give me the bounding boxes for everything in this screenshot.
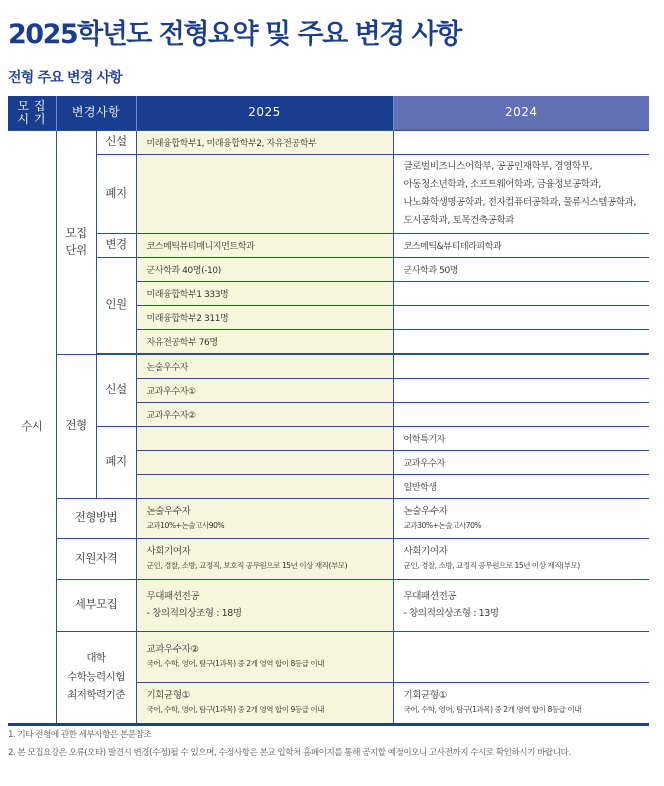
cell-2025: 자유전공학부 76명 <box>136 329 393 353</box>
table-row <box>8 233 649 257</box>
cell-2025: 논술우수자 <box>136 354 393 378</box>
header-change: 변경사항 <box>56 96 136 130</box>
cell-2024 <box>393 130 649 154</box>
header-2025: 2025 <box>136 96 393 130</box>
group-unit: 모집 단위 <box>56 130 96 354</box>
cell-2024: 글로벌비즈니스어학부, 공공인재학부, 경영학부, 아동청소년학과, 소프트웨어학과, 금융정보공학과, 나노화학생명공학과, 전자컴퓨터공학과, 물류시스템공학과, 도시공학과, 토목건축공학과 <box>393 154 649 233</box>
header-2024: 2024 <box>393 96 649 130</box>
label-unit-change: 변경 <box>96 233 136 257</box>
cell-2024: 코스메틱&뷰티테라피학과 <box>393 233 649 257</box>
cell-2024: 일반학생 <box>393 474 649 498</box>
label-eligibility: 지원자격 <box>56 538 136 579</box>
period-cell: 수시 <box>8 130 56 724</box>
cell-2024: 논술우수자 교과30%+논술고사70% <box>393 498 649 538</box>
cell-2024: 무대패션전공 - 창의적의상조형 : 13명 <box>393 579 649 631</box>
table-row <box>8 498 649 538</box>
cell-2025: 교과우수자② <box>136 402 393 426</box>
cell-2025: 군사학과 40명(-10) <box>136 257 393 281</box>
cell-2025 <box>136 426 393 450</box>
cell-2024: 어학특기자 <box>393 426 649 450</box>
table-row <box>8 354 649 378</box>
cell-2025: 논술우수자 교과10%+논술고사90% <box>136 498 393 538</box>
label-csat: 대학 수학능력시험 최저학력기준 <box>56 631 136 724</box>
cell-2025: 미래융합학부1, 미래융합학부2, 자유전공학부 <box>136 130 393 154</box>
table-row <box>8 538 649 579</box>
table-row <box>8 257 649 281</box>
label-type-abolish: 폐지 <box>96 426 136 498</box>
changes-table <box>8 96 649 726</box>
cell-2024: 교과우수자 <box>393 450 649 474</box>
cell-2024 <box>393 378 649 402</box>
page-title: 2025학년도 전형요약 및 주요 변경 사항 <box>8 19 461 50</box>
cell-2025: 교과우수자① <box>136 378 393 402</box>
table-header-row <box>8 96 649 130</box>
table-row <box>8 154 649 233</box>
cell-2024 <box>393 354 649 378</box>
label-unit-quota: 인원 <box>96 257 136 353</box>
label-unit-abolish: 폐지 <box>96 154 136 233</box>
footnotes <box>8 726 571 762</box>
cell-2025: 코스메틱뷰티매니지먼트학과 <box>136 233 393 257</box>
cell-2025: 미래융합학부2 311명 <box>136 305 393 329</box>
label-method: 전형방법 <box>56 498 136 538</box>
footnote-1: 1. 기타 전형에 관한 세부사항은 본문참조 <box>8 730 152 740</box>
cell-2025 <box>136 450 393 474</box>
cell-2025: 미래융합학부1 333명 <box>136 281 393 305</box>
cell-2025 <box>136 154 393 233</box>
table-row <box>8 426 649 450</box>
cell-2024 <box>393 305 649 329</box>
cell-2024: 기회균형① 국어, 수학, 영어, 탐구(1과목) 중 2개 영역 합이 8등급 이내 <box>393 682 649 724</box>
table-row <box>8 631 649 682</box>
cell-2024 <box>393 631 649 682</box>
cell-2024 <box>393 329 649 353</box>
footnote-2: 2. 본 모집요강은 오류(오타) 발견시 변경(수정)될 수 있으며, 수정사항은 본교 입학처 홈페이지를 통해 공지할 예정이오니 고사전까지 수시로 확인하시기 바랍니다. <box>8 748 571 758</box>
table-row <box>8 579 649 631</box>
label-detail: 세부모집 <box>56 579 136 631</box>
label-type-new: 신설 <box>96 354 136 426</box>
cell-2025 <box>136 474 393 498</box>
cell-2025: 사회기여자 군인, 경찰, 소방, 교정직, 보호직 공무원으로 15년 이상 재직(부모) <box>136 538 393 579</box>
cell-2025: 무대패션전공 - 창의적의상조형 : 18명 <box>136 579 393 631</box>
cell-2024: 군사학과 50명 <box>393 257 649 281</box>
cell-2025: 기회균형① 국어, 수학, 영어, 탐구(1과목) 중 2개 영역 합이 9등급 이내 <box>136 682 393 724</box>
cell-2024 <box>393 281 649 305</box>
cell-2024 <box>393 402 649 426</box>
section-subtitle: 전형 주요 변경 사항 <box>8 70 123 86</box>
table-row <box>8 130 649 154</box>
cell-2025: 교과우수자② 국어, 수학, 영어, 탐구(1과목) 중 2개 영역 합이 8등급 이내 <box>136 631 393 682</box>
group-type: 전형 <box>56 354 96 498</box>
label-unit-new: 신설 <box>96 130 136 154</box>
header-period: 모 집 시 기 <box>8 96 56 130</box>
cell-2024: 사회기여자 군인, 경찰, 소방, 교정직 공무원으로 15년 이상 재직(부모) <box>393 538 649 579</box>
